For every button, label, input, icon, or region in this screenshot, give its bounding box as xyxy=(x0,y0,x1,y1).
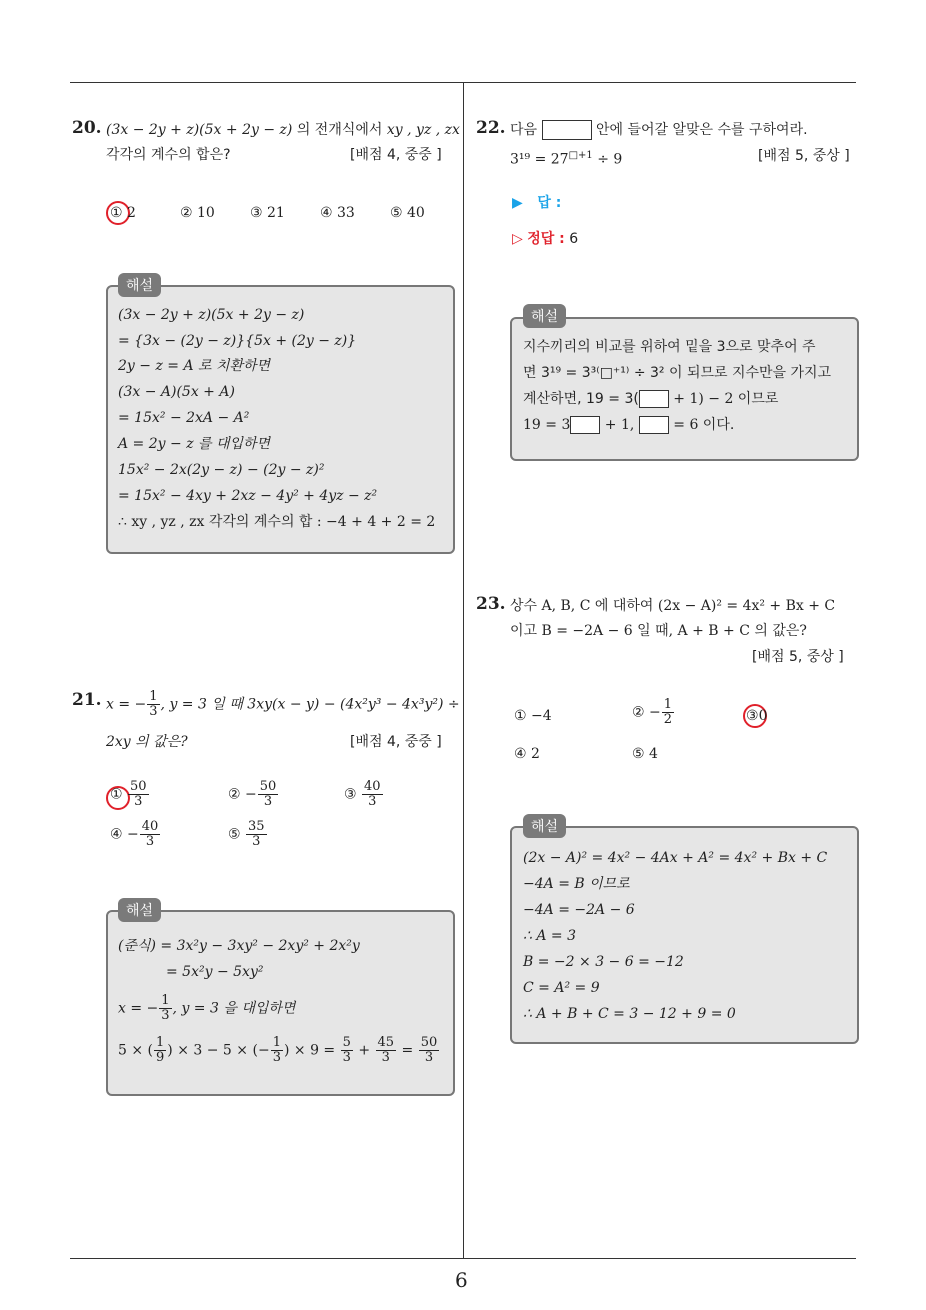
choice-1[interactable]: ① 2 xyxy=(110,205,136,221)
bottom-rule xyxy=(70,1258,856,1259)
choice-4[interactable]: ④ 2 xyxy=(514,746,540,762)
answer-row[interactable]: ▶ 답 : xyxy=(512,195,562,211)
blank-box xyxy=(570,416,600,434)
score-meta: [배점 4, 중중 ] xyxy=(350,734,442,750)
stem-text: 의 전개식에서 xyxy=(292,122,387,138)
blank-box xyxy=(639,390,669,408)
choice-1[interactable]: ① −4 xyxy=(514,708,552,724)
solution-line: (준식) = 3x²y − 3xy² − 2xy² + 2x²y xyxy=(118,938,360,954)
solution-line: 지수끼리의 비교를 위하여 밑을 3으로 맞추어 주 xyxy=(523,339,816,355)
question-number: 20. xyxy=(72,118,102,138)
solution-tag: 해설 xyxy=(118,273,161,297)
page-number: 6 xyxy=(455,1268,468,1292)
correct-answer-row: ▷ 정답 : 6 xyxy=(512,231,579,247)
question-number: 23. xyxy=(476,594,506,614)
choice-3[interactable]: ③ $\frac{40}{3}$ xyxy=(344,779,381,809)
solution-line: B = −2 × 3 − 6 = −12 xyxy=(523,954,684,970)
solution-tag: 해설 xyxy=(523,814,566,838)
solution-line: ∴ A = 3 xyxy=(523,928,577,944)
solution-line: (2x − A)² = 4x² − 4Ax + A² = 4x² + Bx + C xyxy=(523,850,828,866)
question-stem-line1: x = − $\frac{1}{3}$ , y = 3 일 때 3xy(x − y) − (4x²y³ − 4x³y²) ÷ xyxy=(106,689,460,719)
score-meta: [배점 4, 중중 ] xyxy=(350,147,442,163)
choice-4[interactable]: ④ 33 xyxy=(320,205,355,221)
question-stem-line2: $3^{19} = 27^{□+1} \div 9$ xyxy=(510,150,623,168)
stem-math: (3x − 2y + z)(5x + 2y − z) xyxy=(106,122,293,138)
solution-line: 19 = 3 + 1, = 6 이다. xyxy=(523,417,735,433)
blank-box xyxy=(639,416,669,434)
play-icon: ▶ xyxy=(512,195,523,211)
choice-2[interactable]: ② − $\frac{1}{2}$ xyxy=(632,697,673,727)
solution-line: 면 3¹⁹ = 3³⁽□⁺¹⁾ ÷ 3² 이 되므로 지수만을 가지고 xyxy=(523,365,832,381)
question-stem-line2: 2xy 의 값은? xyxy=(106,734,188,750)
choice-1[interactable]: ① $\frac{50}{3}$ xyxy=(110,779,147,809)
question-number: 22. xyxy=(476,118,506,138)
solution-line: 5 × ( $\frac{1}{9}$ ) × 3 − 5 × (− $\frac{1}{3}$ ) × 9 = $\frac{5}{3}$ + $\frac{45}{3}$ = $\frac{50}{3}$ xyxy=(118,1035,438,1065)
solution-line: −4A = B 이므로 xyxy=(523,876,630,892)
solution-line: ∴ xy , yz , zx 각각의 계수의 합 : −4 + 4 + 2 = 2 xyxy=(118,514,436,530)
solution-line: ∴ A + B + C = 3 − 12 + 9 = 0 xyxy=(523,1006,736,1022)
solution-line: = 5x²y − 5xy² xyxy=(166,964,264,980)
choice-2[interactable]: ② 10 xyxy=(180,205,215,221)
score-meta: [배점 5, 중상 ] xyxy=(752,649,844,665)
question-stem-line2: 이고 B = −2A − 6 일 때, A + B + C 의 값은? xyxy=(510,623,807,639)
question-stem-line2: 각각의 계수의 합은? xyxy=(106,147,231,163)
solution-line: 15x² − 2x(2y − z) − (2y − z)² xyxy=(118,462,325,478)
solution-line: x = − $\frac{1}{3}$ , y = 3 을 대입하면 xyxy=(118,993,296,1023)
choice-2[interactable]: ② − $\frac{50}{3}$ xyxy=(228,779,277,809)
question-stem-line1 xyxy=(106,120,460,140)
solution-tag: 해설 xyxy=(523,304,566,328)
stem-vars: xy , yz , zx xyxy=(386,122,460,138)
solution-line: (3x − 2y + z)(5x + 2y − z) xyxy=(118,307,305,323)
solution-line: 2y − z = A 로 치환하면 xyxy=(118,358,271,374)
solution-line: A = 2y − z 를 대입하면 xyxy=(118,436,271,452)
solution-line: = {3x − (2y − z)}{5x + (2y − z)} xyxy=(118,333,357,349)
column-divider xyxy=(463,82,464,1258)
question-stem-line1: 상수 A, B, C 에 대하여 (2x − A)² = 4x² + Bx + C xyxy=(510,598,836,614)
choice-5[interactable]: ⑤ 4 xyxy=(632,746,658,762)
question-number: 21. xyxy=(72,690,102,710)
solution-line: 계산하면, 19 = 3( + 1) − 2 이므로 xyxy=(523,391,779,407)
choice-4[interactable]: ④ − $\frac{40}{3}$ xyxy=(110,819,159,849)
solution-tag: 해설 xyxy=(118,898,161,922)
choice-3[interactable]: ③ 21 xyxy=(250,205,285,221)
solution-line: = 15x² − 2xA − A² xyxy=(118,410,250,426)
choice-5[interactable]: ⑤ $\frac{35}{3}$ xyxy=(228,819,265,849)
answer-blank-box xyxy=(542,120,592,140)
solution-line: = 15x² − 4xy + 2xz − 4y² + 4yz − z² xyxy=(118,488,378,504)
question-stem-line1: 다음 안에 들어갈 알맞은 수를 구하여라. xyxy=(510,122,808,138)
choice-5[interactable]: ⑤ 40 xyxy=(390,205,425,221)
choice-3[interactable]: ③0 xyxy=(746,708,768,724)
score-meta: [배점 5, 중상 ] xyxy=(758,148,850,164)
solution-line: (3x − A)(5x + A) xyxy=(118,384,235,400)
solution-line: −4A = −2A − 6 xyxy=(523,902,635,918)
solution-line: C = A² = 9 xyxy=(523,980,600,996)
outline-triangle-icon: ▷ xyxy=(512,231,523,247)
